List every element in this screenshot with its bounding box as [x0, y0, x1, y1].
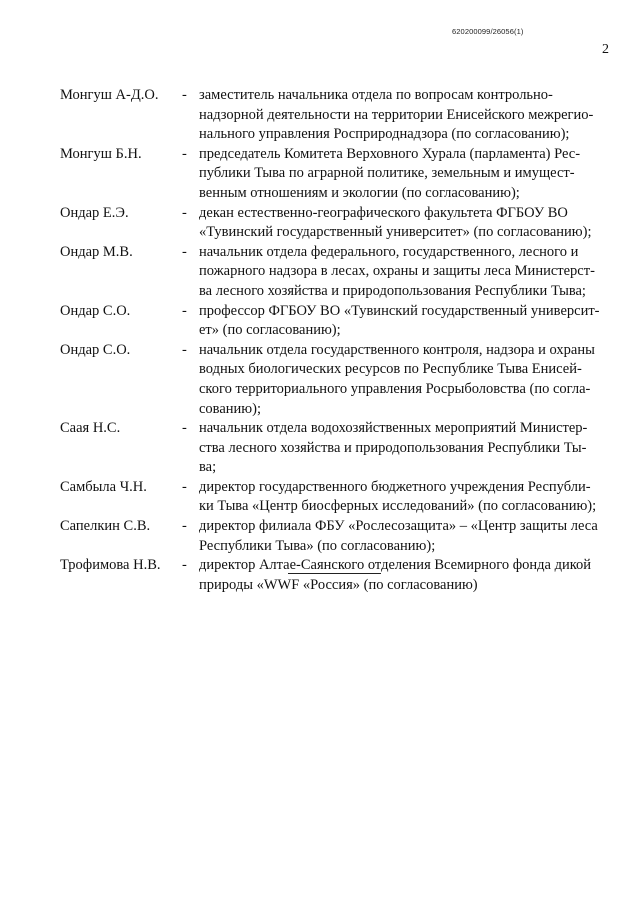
dash-separator: - [182, 557, 187, 574]
member-name: Монгуш А-Д.О. [60, 87, 159, 103]
list-item [0, 419, 640, 478]
member-position: директор филиала ФБУ «Рослесозащита» – «Центр защиты леса Республики Тыва» (по согласованию); [199, 518, 598, 554]
list-item [0, 204, 640, 243]
member-name: Ондар Е.Э. [60, 204, 129, 221]
dash-separator: - [182, 87, 187, 103]
dash-separator: - [182, 302, 187, 319]
dash-separator: - [182, 145, 187, 162]
member-name: Ондар С.О. [60, 302, 131, 319]
member-position: начальник отдела федерального, государственного, лесного и пожарного надзора в лесах, охраны и защиты леса Министерст- ва лесного хозяйства и природопользования Республики Тыва; [199, 243, 595, 299]
list-item [0, 302, 640, 341]
member-name: Монгуш Б.Н. [60, 145, 142, 162]
member-name: Самбыла Ч.Н. [60, 478, 147, 495]
member-list [0, 86, 640, 595]
list-item [0, 478, 640, 517]
member-name: Трофимова Н.В. [60, 557, 161, 574]
dash-separator: - [182, 341, 187, 358]
closing-rule [288, 573, 381, 574]
dash-separator: - [182, 478, 187, 495]
dash-separator: - [182, 243, 187, 260]
member-name: Ондар С.О. [60, 341, 131, 358]
dash-separator: - [182, 420, 187, 437]
member-position: профессор ФГБОУ ВО «Тувинский государственный университ- ет» (по согласованию); [199, 302, 600, 339]
list-item [0, 145, 640, 204]
member-name: Саая Н.С. [60, 420, 121, 437]
member-position: директор Алтае-Саянского отделения Всемирного фонда дикой природы «WWF «Россия» (по согласованию) [199, 557, 592, 593]
dash-separator: - [182, 204, 187, 221]
list-item [0, 86, 640, 145]
member-position: заместитель начальника отдела по вопросам контрольно- надзорной деятельности на территории Енисейского межрегио- нального управления Росприроднадзора (по согласованию); [199, 87, 594, 143]
member-name: Сапелкин С.В. [60, 518, 151, 535]
member-name: Ондар М.В. [60, 243, 133, 260]
member-position: директор государственного бюджетного учреждения Республи- ки Тыва «Центр биосферных исследований» (по согласованию); [199, 478, 597, 515]
list-item [0, 556, 640, 595]
member-position: декан естественно-географического факультета ФГБОУ ВО «Тувинский государственный университет» (по согласованию); [199, 204, 592, 241]
list-item [0, 517, 640, 556]
page-number: 2 [602, 42, 609, 57]
member-position: председатель Комитета Верховного Хурала (парламента) Рес- публики Тыва по аграрной политике, земельным и имущест- венным отношениям и экологии (по согласованию); [199, 145, 581, 201]
list-item [0, 341, 640, 419]
member-position: начальник отдела государственного контроля, надзора и охраны водных биологических ресурсов по Республике Тыва Енисей- ского территориального управления Росрыболовства (по согла- сованию); [199, 341, 595, 417]
document-id: 620200099/26056(1) [452, 27, 524, 36]
dash-separator: - [182, 518, 187, 535]
member-position: начальник отдела водохозяйственных мероприятий Министер- ства лесного хозяйства и природопользования Республики Ты- ва; [199, 420, 588, 476]
list-item [0, 243, 640, 302]
